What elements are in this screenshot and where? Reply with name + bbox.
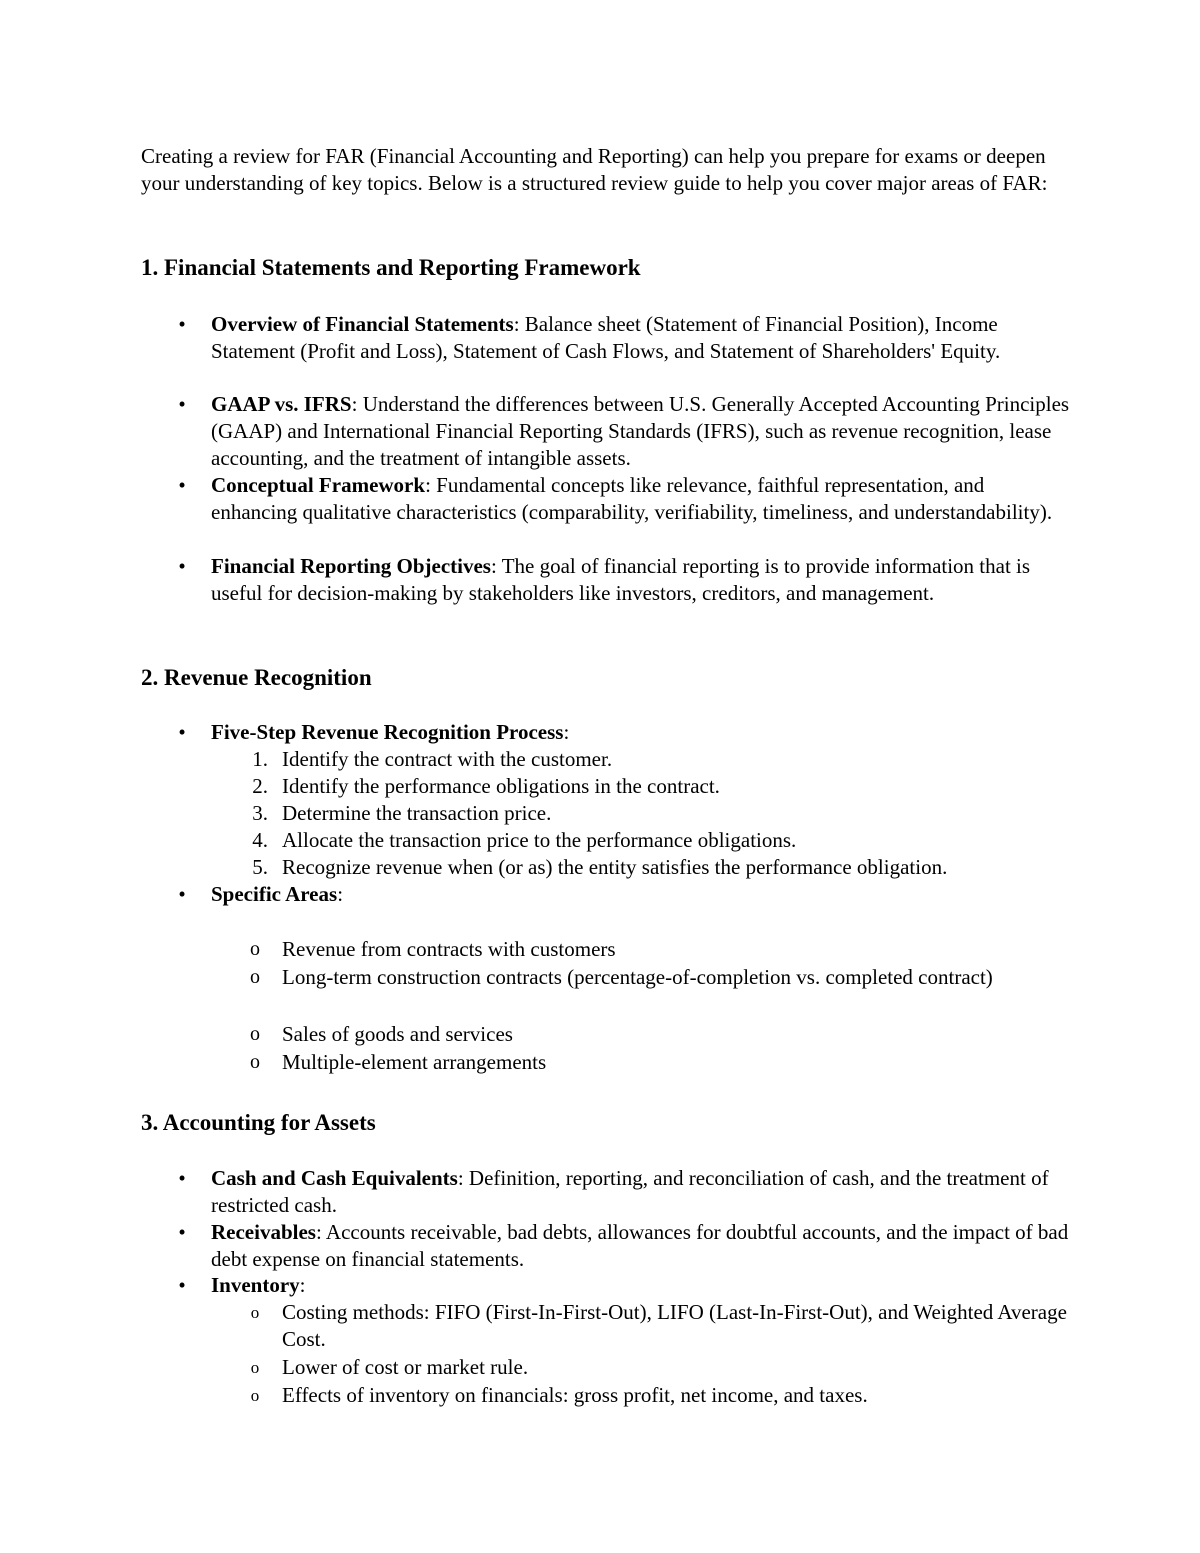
term: GAAP vs. IFRS bbox=[211, 392, 352, 416]
bullet-icon: • bbox=[178, 1220, 186, 1244]
list-item-text: Receivables: Accounts receivable, bad debts, allowances for doubtful accounts, and the impact of bad debt expense on financial statements. bbox=[211, 1220, 1069, 1271]
term: Financial Reporting Objectives bbox=[211, 554, 491, 578]
step-text: Identify the performance obligations in the contract. bbox=[282, 774, 720, 798]
term: Overview of Financial Statements bbox=[211, 312, 514, 336]
step-text: Allocate the transaction price to the performance obligations. bbox=[282, 828, 797, 852]
term: Specific Areas bbox=[211, 882, 338, 906]
bullet-icon: • bbox=[178, 392, 186, 416]
section-heading-3: 3. Accounting for Assets bbox=[141, 1110, 376, 1135]
term: Five-Step Revenue Recognition Process bbox=[211, 720, 564, 744]
sub-item-text: Costing methods: FIFO (First-In-First-Out), LIFO (Last-In-First-Out), and Weighted Average Cost. bbox=[282, 1300, 1067, 1351]
sub-item-text: Lower of cost or market rule. bbox=[282, 1355, 529, 1379]
list-item-text: Overview of Financial Statements: Balance sheet (Statement of Financial Position), Income Statement (Profit and Loss), Statement of Cash Flows, and Statement of Shareholders' Equity. bbox=[211, 312, 1001, 363]
sub-item-text: Multiple-element arrangements bbox=[282, 1050, 547, 1074]
list-item-text: Five-Step Revenue Recognition Process: bbox=[211, 720, 570, 744]
bullet-icon: • bbox=[178, 1166, 186, 1190]
intro-paragraph: Creating a review for FAR (Financial Accounting and Reporting) can help you prepare for exams or deepen your understanding of key topics. Below is a structured review guide to help you cover major areas of FAR: bbox=[141, 144, 1048, 195]
term: Conceptual Framework bbox=[211, 473, 426, 497]
section-heading-1: 1. Financial Statements and Reporting Framework bbox=[141, 255, 641, 280]
sub-bullet-icon: o bbox=[250, 1386, 260, 1405]
term: Cash and Cash Equivalents bbox=[211, 1166, 458, 1190]
list-item-text: GAAP vs. IFRS: Understand the differences between U.S. Generally Accepted Accounting Principles (GAAP) and International Financial Reporting Standards (IFRS), such as revenue recognition, lease accounting, and the treatment of intangible assets. bbox=[211, 392, 1070, 470]
sub-bullet-icon: o bbox=[250, 938, 260, 960]
sub-bullet-icon: o bbox=[250, 1358, 260, 1377]
bullet-icon: • bbox=[178, 312, 186, 336]
list-item-text: Inventory: bbox=[211, 1273, 306, 1297]
sub-bullet-icon: o bbox=[250, 966, 260, 988]
step-number: 5. bbox=[252, 855, 268, 879]
step-number: 2. bbox=[252, 774, 268, 798]
list-item-text: Specific Areas: bbox=[211, 882, 344, 906]
step-text: Identify the contract with the customer. bbox=[282, 747, 613, 771]
step-number: 3. bbox=[252, 801, 268, 825]
term: Receivables bbox=[211, 1220, 316, 1244]
step-number: 4. bbox=[252, 828, 268, 852]
sub-bullet-icon: o bbox=[250, 1051, 260, 1073]
step-text: Determine the transaction price. bbox=[282, 801, 552, 825]
bullet-icon: • bbox=[178, 1273, 186, 1297]
bullet-icon: • bbox=[178, 473, 186, 497]
sub-bullet-icon: o bbox=[250, 1023, 260, 1045]
list-item-text: Cash and Cash Equivalents: Definition, reporting, and reconciliation of cash, and the treatment of restricted cash. bbox=[211, 1166, 1049, 1217]
bullet-icon: • bbox=[178, 720, 186, 744]
bullet-icon: • bbox=[178, 554, 186, 578]
sub-item-text: Sales of goods and services bbox=[282, 1022, 513, 1046]
step-text: Recognize revenue when (or as) the entity satisfies the performance obligation. bbox=[282, 855, 948, 879]
list-item-text: Financial Reporting Objectives: The goal of financial reporting is to provide information that is useful for decision-making by stakeholders like investors, creditors, and management. bbox=[211, 554, 1031, 605]
term: Inventory bbox=[211, 1273, 300, 1297]
bullet-icon: • bbox=[178, 882, 186, 906]
sub-item-text: Long-term construction contracts (percentage-of-completion vs. completed contract) bbox=[282, 965, 993, 989]
sub-item-text: Revenue from contracts with customers bbox=[282, 937, 616, 961]
list-item-text: Conceptual Framework: Fundamental concepts like relevance, faithful representation, and enhancing qualitative characteristics (comparability, verifiability, timeliness, and understandability). bbox=[211, 473, 1053, 524]
sub-bullet-icon: o bbox=[250, 1303, 260, 1322]
section-heading-2: 2. Revenue Recognition bbox=[141, 665, 372, 690]
step-number: 1. bbox=[252, 747, 268, 771]
sub-item-text: Effects of inventory on financials: gross profit, net income, and taxes. bbox=[282, 1383, 868, 1407]
